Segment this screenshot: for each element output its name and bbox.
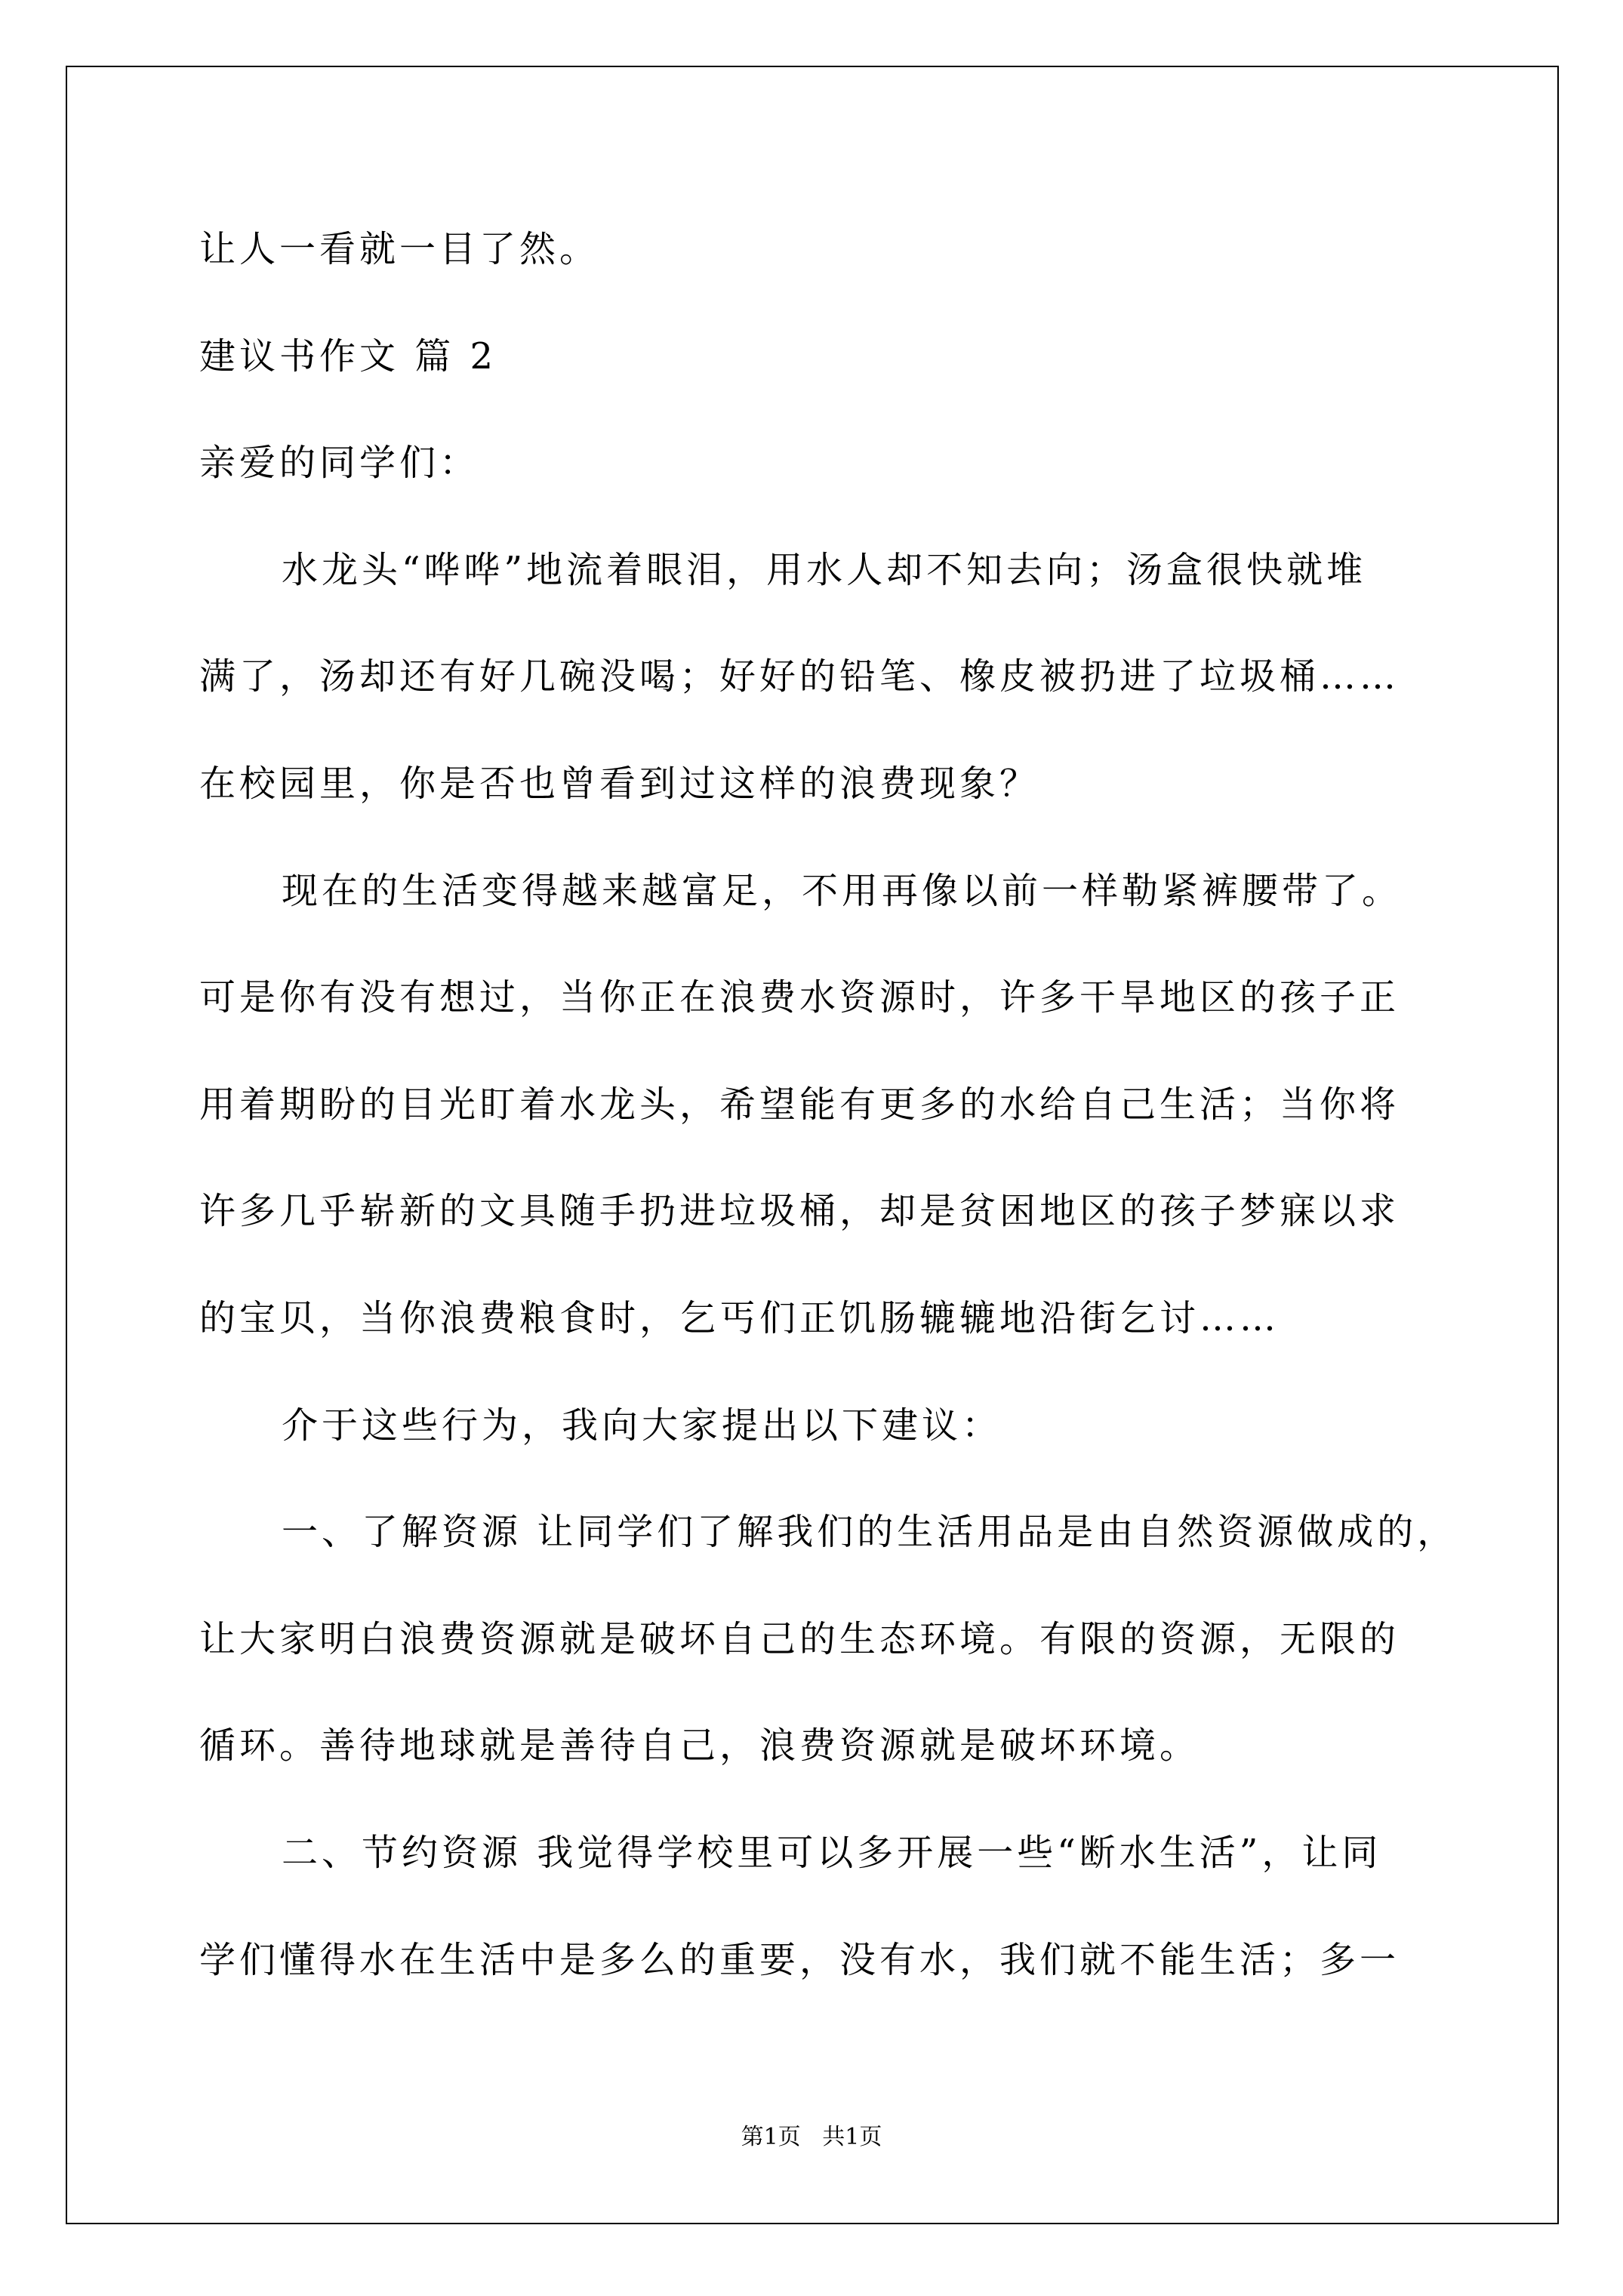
paragraph-line: 学们懂得水在生活中是多么的重要，没有水，我们就不能生活；多一	[199, 1939, 1400, 1981]
paragraph-line: 的宝贝，当你浪费粮食时，乞丐们正饥肠辘辘地沿街乞讨……	[199, 1297, 1280, 1339]
page-border	[66, 66, 1559, 2224]
paragraph-line: 现在的生活变得越来越富足，不用再像以前一样勒紧裤腰带了。	[282, 870, 1403, 912]
page-number-footer: 第1页 共1页	[741, 2124, 882, 2150]
paragraph-line: 用着期盼的目光盯着水龙头，希望能有更多的水给自己生活；当你将	[199, 1083, 1400, 1126]
paragraph-line: 可是你有没有想过，当你正在浪费水资源时，许多干旱地区的孩子正	[199, 976, 1400, 1019]
paragraph-line: 循环。善待地球就是善待自己，浪费资源就是破坏环境。	[199, 1724, 1200, 1767]
salutation: 亲爱的同学们：	[199, 442, 480, 484]
paragraph-line: 二、节约资源 我觉得学校里可以多开展一些“断水生活”，让同	[282, 1832, 1382, 1874]
paragraph-line: 介于这些行为，我向大家提出以下建议：	[282, 1404, 1002, 1447]
paragraph-line: 满了，汤却还有好几碗没喝；好好的铅笔、橡皮被扔进了垃圾桶……	[199, 655, 1400, 698]
paragraph-line: 在校园里，你是否也曾看到过这样的浪费现象？	[199, 763, 1040, 805]
paragraph-line: 水龙头“哗哗”地流着眼泪，用水人却不知去向；汤盒很快就堆	[282, 549, 1367, 591]
paragraph-line: 一、了解资源 让同学们了解我们的生活用品是由自然资源做成的，	[282, 1511, 1458, 1553]
text-line: 让人一看就一目了然。	[199, 228, 600, 270]
paragraph-line: 许多几乎崭新的文具随手扔进垃圾桶，却是贫困地区的孩子梦寐以求	[199, 1190, 1400, 1232]
section-heading: 建议书作文 篇 2	[199, 335, 497, 378]
paragraph-line: 让大家明白浪费资源就是破坏自己的生态环境。有限的资源，无限的	[199, 1618, 1400, 1660]
